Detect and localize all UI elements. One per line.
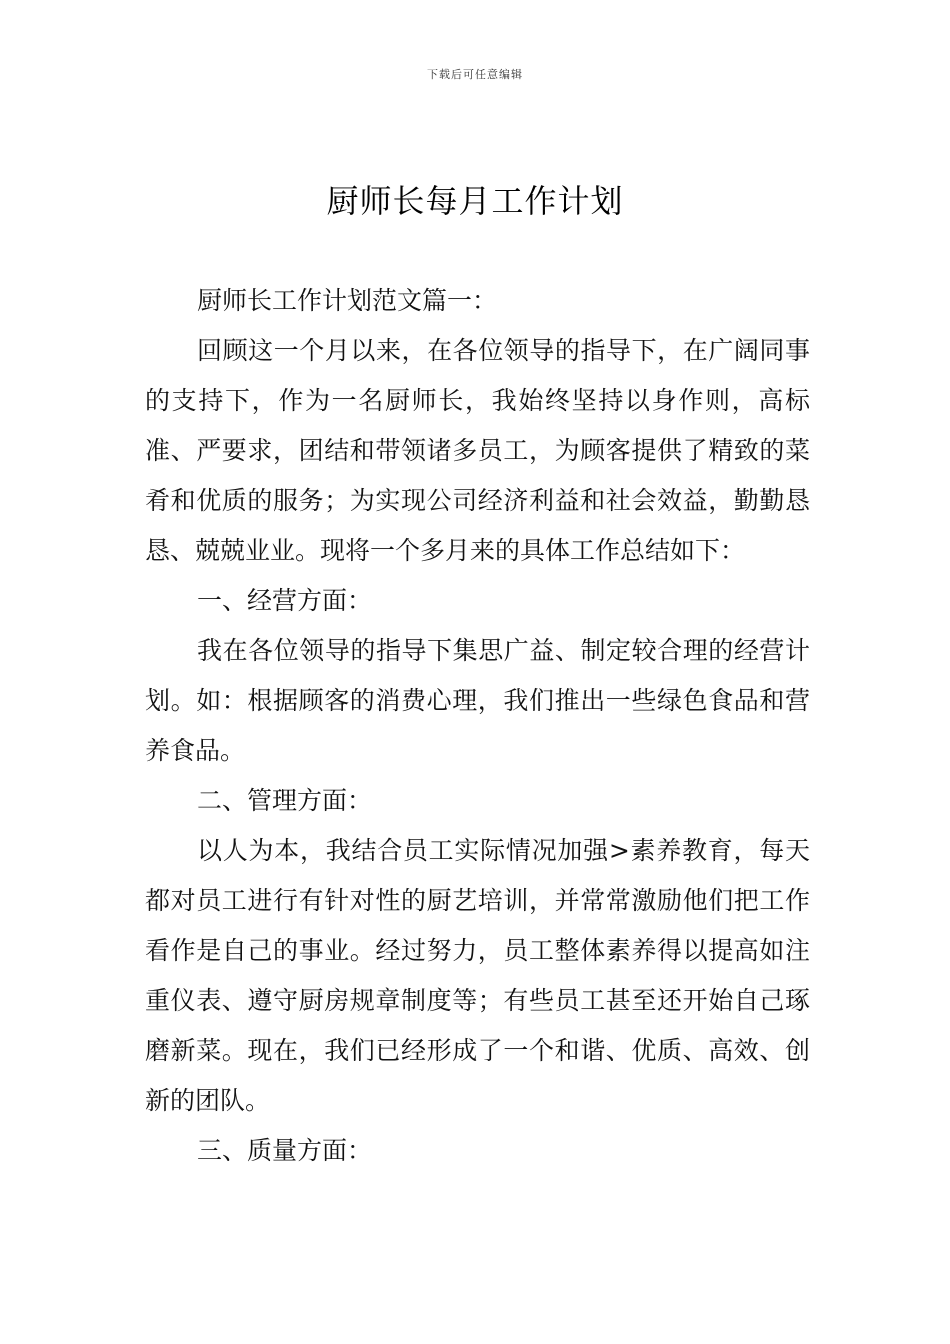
paragraph-management: 以人为本，我结合员工实际情况加强>素养教育，每天都对员工进行有针对性的厨艺培训，并常常激励他们把工作看作是自己的事业。经过努力，员工整体素养得以提高如注重仪表、遵守厨房规章制度等；有些员工甚至还开始自己琢磨新菜。现在，我们已经形成了一个和谐、优质、高效、创新的团队。	[145, 836, 810, 1115]
section-heading-management: 二、管理方面：	[197, 786, 373, 815]
section-heading-quality: 三、质量方面：	[197, 1136, 373, 1165]
section-heading-operations: 一、经营方面：	[197, 586, 373, 615]
document-title: 厨师长每月工作计划	[326, 182, 624, 220]
document-body	[145, 276, 810, 1176]
paragraph-intro-heading: 厨师长工作计划范文篇一：	[197, 286, 498, 315]
paragraph-review: 回顾这一个月以来，在各位领导的指导下，在广阔同事的支持下，作为一名厨师长，我始终坚持以身作则，高标准、严要求，团结和带领诸多员工，为顾客提供了精致的菜肴和优质的服务；为实现公司经济利益和社会效益，勤勤恳恳、兢兢业业。现将一个多月来的具体工作总结如下：	[145, 336, 810, 565]
header-note: 下载后可任意编辑	[427, 68, 523, 81]
paragraph-operations: 我在各位领导的指导下集思广益、制定较合理的经营计划。如：根据顾客的消费心理，我们推出一些绿色食品和营养食品。	[145, 636, 810, 765]
